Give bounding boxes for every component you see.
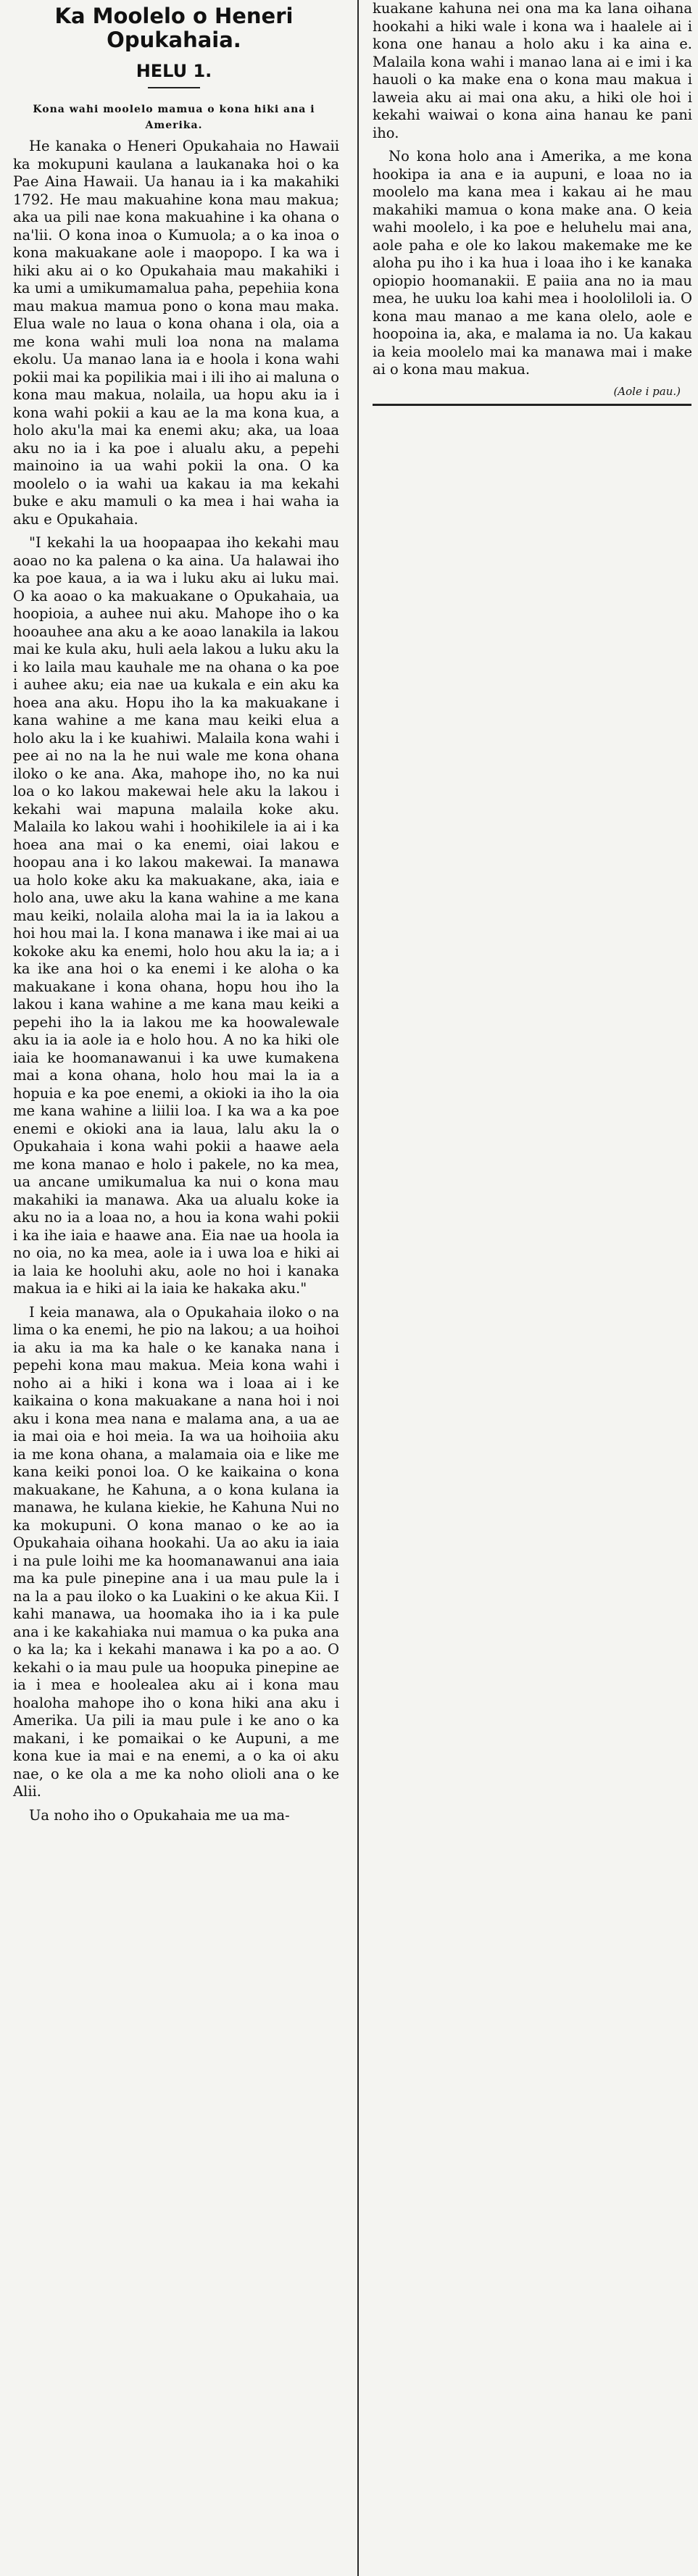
end-rule: [373, 404, 691, 406]
title-divider: [148, 87, 200, 88]
section-heading: Kona wahi moolelo mamua o kona hiki ana i Amerika.: [33, 104, 315, 131]
right-column: [365, 0, 698, 406]
left-column: [0, 0, 348, 1830]
continued-note: (Aole i pau.): [613, 384, 681, 398]
paragraph: Ua noho iho o Opukahaia me ua ma-: [29, 1806, 290, 1824]
paragraph: kuakane kahuna nei ona ma ka lana oihana hookahi a hiki wale i kona wa i haalele ai i kona one hanau a holo aku i ka aina e. Malaila kona wahi i manao lana ai e imi i ka hauoli o ka make ena o kona mau makua i laweia aku ai mai ona aku, a hiki ole hoi i kekahi waiwai o kona aina hanau ke pani iho.: [373, 0, 692, 141]
column-divider: [357, 0, 359, 2576]
paragraph: "I kekahi la ua hoopaapaa iho kekahi mau aoao no ka palena o ka aina. Ua halawai iho ka poe kaua, a ia wa i luku aku ai luku mai. O ka aoao o ka makuakane o Opukahaia, ua hoopioia, a auhee nui aku. Mahope iho o ka hooauhee ana aku a ke aoao lanakila ia lakou mai ke kula aku, huli aela lakou a luku aku la i ko laila mau kauhale me na ohana o ka poe i auhee aku; eia nae ua kukala e ein aku ka hoea ana aku. Hopu iho la ka makuakane i kana wahine a me kana mau keiki elua a holo aku la i ke kuahiwi. Malaila kona wahi i pee ai no na la he nui wale me kona ohana iloko o ke ana. Aka, mahope iho, no ka nui loa o ko lakou makewai hele aku la lakou i kekahi wai mapuna malaila koke aku. Malaila ko lakou wahi i hoohikilele ia ai i ka hoea ana mai o ka enemi, oiai lakou e hoopau ana i ko lakou makewai. Ia manawa ua holo koke aku ka makuakane, aka, iaia e holo ana, uwe aku la kana wahine a me kana mau keiki, nolaila aloha mai la ia ia lakou a hoi hou mai la. I kona manawa i ike mai ai ua kokoke aku ka enemi, holo hou aku la ia; a i ka ike ana hoi o ka enemi i ke aloha o ka makuakane i kona ohana, hopu hou iho la lakou i kana wahine a me kana mau keiki a pepehi iho la ia lakou me ka hoowalewale aku ia ia aole ia e holo hou. A no ka hiki ole iaia ke hoomanawanui i ka uwe kumakena mai a kona ohana, holo hou mai la ia a hopuia e ka poe enemi, a okioki ia iho la oia me kana wahine a liilii loa. I ka wa a ka poe enemi e okioki ana ia laua, lalu aku la o Opukahaia i kona wahi pokii a haawe aela me kona manao e holo i pakele, no ka mea, ua ancane umikumalua ka nui o kona mau makahiki ia manawa. Aka ua alualu koke ia aku no ia a loaa no, a hou ia kona wahi pokii i ka ihe iaia e haawe ana. Eia nae ua hoola ia no oia, no ka mea, aole ia i uwa loa e hiki ai ia laia ke hooluhi aku, aole no hoi i kanaka makua ia e hiki ai la iaia ke hakaka aku.": [13, 534, 339, 1297]
paragraph: No kona holo ana i Amerika, a me kona hookipa ia ana e ia aupuni, e loaa no ia moolelo ma kana mea i kakau ai he mau makahiki mamua o kona make ana. O keia wahi moolelo, i ka poe e heluhelu mai ana, aole paha e ole ko lakou makemake me ke aloha pu iho i ka hua i loaa iho i ke kanaka opiopio hoomanakii. E paiia ana no ia mau mea, he uuku loa kahi mea i hoololiloli ia. O kona mau manao a me kana olelo, aole e hoopoina ia, aka, e malama ia no. Ua kakau ia keia moolelo mai ka manawa mai i make ai o kona mau makua.: [373, 148, 692, 378]
paragraph: I keia manawa, ala o Opukahaia iloko o na lima o ka enemi, he pio na lakou; a ua hoihoi ia aku ia ma ka hale o ke kanaka nana i pepehi kona mau makua. Meia kona wahi i noho ai a hiki i kona wa i loaa ai i ke kaikaina o kona makuakane a nana hoi i noi aku i kona mea nana e malama ana, a ua ae ia mai oia e hoi meia. Ia wa ua hoihoiia aku ia me kona ohana, a malamaia oia e like me kana keiki ponoi loa. O ke kaikaina o kona makuakane, he Kahuna, a o kona kulana ia manawa, he kulana kiekie, he Kahuna Nui no ka mokupuni. O kona manao o ke ao ia Opukahaia oihana hookahi. Ua ao aku ia iaia i na pule loihi me ka hoomanawanui ana iaia ma ka pule pinepine ana i ua mau pule la i na la a pau iloko o ka Luakini o ke akua Kii. I kahi manawa, ua hoomaka iho ia i ka pule ana i ke kakahiaka nui mamua o ka puka ana o ka la; ka i kekahi manawa i ka po a ao. O kekahi o ia mau pule ua hoopuka pinepine ae ia i mea e hoolealea aku ai i kona mau hoaloha mahope iho o kona hiki ana aku i Amerika. Ua pili ia mau pule i ke ano o ka makani, i ke pomaikai o ke Aupuni, a me kona kue ia mai e na enemi, a o ka oi aku nae, o ke ola a me ka noho olioli ana o ke Alii.: [13, 1303, 339, 1800]
part-number: HELU 1.: [136, 61, 212, 81]
paragraph: He kanaka o Heneri Opukahaia no Hawaii ka mokupuni kaulana a laukanaka hoi o ka Pae Aina Hawaii. Ua hanau ia i ka makahiki 1792. He mau makuahine kona mau makua; aka ua pili nae kona makuahine i ka ohana o na'lii. O kona inoa o Kumuola; a o ka inoa o kona makuakane aole i maopopo. I ka wa i hiki aku ai o ko Opukahaia mau makahiki i ka umi a umikumamalua paha, pepehiia kona mau makua mamua pono o kona mau maka. Elua wale no laua o kona ohana i ola, oia a me kona wahi muli loa nona na malama ekolu. Ua manao lana ia e hoola i kona wahi pokii mai ka popilikia mai i ili iho ai maluna o kona mau makua, nolaila, ua hopu aku ia i kona wahi pokii a kau ae la ma kona kua, a holo aku'la mai ka enemi aku; aka, ua loaa aku no ia i ka poe i alualu aku, a pepehi mainoino ia ua wahi pokii la ona. O ka moolelo o ia wahi ua kakau ia ma kekahi buke e aku mamuli o ka mea i hai waha ia aku e Opukahaia.: [13, 138, 339, 528]
article-title: Ka Moolelo o Heneri Opukahaia.: [54, 4, 294, 52]
